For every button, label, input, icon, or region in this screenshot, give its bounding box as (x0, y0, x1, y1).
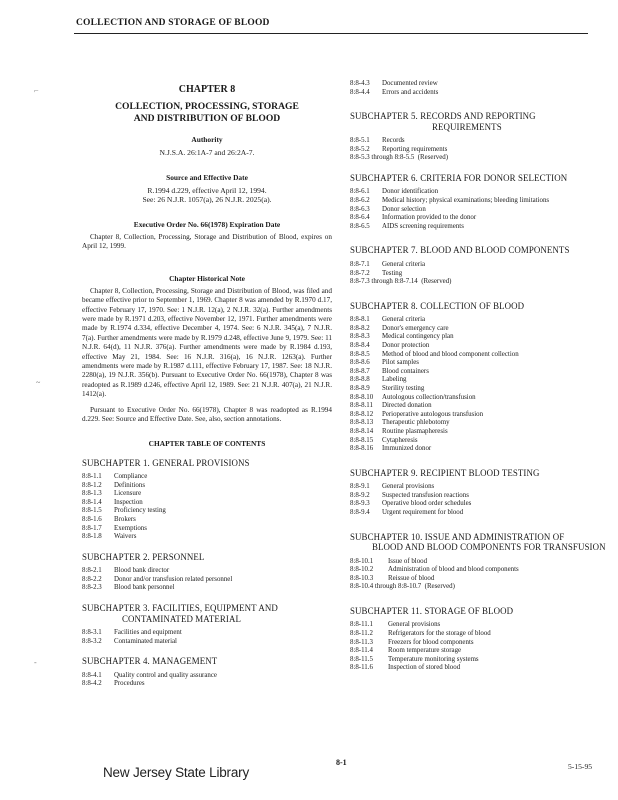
history-paragraph: Chapter 8, Collection, Processing, Storage and Distribution of Blood, was filed and became effective prior to September 1, 1969. Chapter 8 was amended by R.1970 d.17, effective February 17, 1970. See: 1 N.J.R. 12(a), 2 N.J.R. 32(a). Further amendments were made by R.1971 d.203, effective November 12, 1971. Further amendments were made by R.1974 d.334, effective December 4, 1974. See: 6 N.J.R. 345(a), 7 N.J.R. 7(a). Further amendments were made by R.1979 d.248, effective June 9, 1979. See: 11 N.J.R. 64(d), 11 N.J.R. 376(a). Further amendments were made by R.1984 d.193, effective May 21, 1984. See: 16 N.J.R. 316(a), 16 N.J.R. 1263(a). Further amendments were made by R.1987 d.111, effective February 17, 1987. See: 18 N.J.R. 2280(a), 19 N.J.R. 356(b). Pursuant to Executive Order No. 66(1978), Chapter 8 was readopted as R.1989 d.246, effective April 12, 1989. See: 21 N.J.R. 407(a), 21 N.J.R. 1412(a). (82, 286, 332, 399)
toc-item: 8:8-5.2 Reporting requirements (350, 145, 448, 153)
toc-item: 8:8-9.4 Urgent requirement for blood (350, 509, 464, 516)
toc-item: 8:8-4.1 Quality control and quality assurance (82, 671, 217, 679)
toc-item: 8:8-8.3 Medical contingency plan (350, 333, 454, 341)
chapter-number: CHAPTER 8 (178, 84, 236, 95)
toc-item: 8:8-8.10 Autologous collection/transfusion (350, 393, 476, 401)
toc-item: 8:8-8.12 Perioperative autologous transfusion (350, 410, 484, 418)
toc-item: 8:8-2.2 Donor and/or transfusion related personnel (82, 575, 233, 583)
toc-item: 8:8-10.3 Reissue of blood (350, 574, 435, 582)
source-heading: Source and Effective Date (166, 173, 248, 182)
source-line: R.1994 d.229, effective April 12, 1994. (147, 186, 267, 195)
toc-item: 8:8-10.4 through 8:8-10.7 (Reserved) (350, 583, 455, 591)
toc-item: 8:8-6.5 AIDS screening requirements (350, 222, 464, 230)
toc-item: 8:8-11.2 Refrigerators for the storage of blood (350, 630, 491, 638)
toc-item: 8:8-11.4 Room temperature storage (350, 647, 462, 655)
toc-item: 8:8-8.5 Method of blood and blood component collection (350, 350, 519, 358)
page-number: 8-1 (336, 758, 347, 767)
toc-item: 8:8-8.2 Donor's emergency care (350, 324, 449, 332)
subchapter-heading: SUBCHAPTER 10. ISSUE AND ADMINISTRATION OF BLOOD AND BLOOD COMPONENTS FOR TRANSFUSION (350, 531, 606, 553)
subchapter-heading: SUBCHAPTER 7. BLOOD AND BLOOD COMPONENTS (350, 245, 570, 256)
toc-item: 8:8-8.13 Therapeutic phlebotomy (350, 419, 450, 427)
toc-item: 8:8-11.6 Inspection of stored blood (350, 664, 461, 672)
toc-heading: CHAPTER TABLE OF CONTENTS (148, 438, 266, 448)
source-line: See: 26 N.J.R. 1057(a), 26 N.J.R. 2025(a). (142, 195, 272, 204)
subchapter-block (82, 603, 332, 646)
expiration-text: Chapter 8, Collection, Processing, Storage and Distribution of Blood, expires on April 12, 1999. (82, 233, 332, 251)
toc-item: 8:8-8.6 Pilot samples (350, 359, 419, 367)
toc-item: 8:8-1.7 Exemptions (82, 524, 147, 532)
toc-item: 8:8-1.2 Definitions (82, 481, 146, 489)
toc-item: 8:8-6.1 Donor identification (350, 188, 439, 196)
library-stamp: New Jersey State Library (103, 765, 250, 780)
toc-item: 8:8-8.4 Donor protection (350, 342, 430, 349)
toc-item: 8:8-1.3 Licensure (82, 490, 142, 498)
scan-mark: ~ (36, 378, 41, 387)
toc-item: 8:8-2.1 Blood bank director (82, 567, 170, 575)
toc-item: 8:8-7.1 General criteria (350, 260, 426, 268)
toc-item: 8:8-9.3 Operative blood order schedules (350, 500, 472, 508)
history-paragraph: Pursuant to Executive Order No. 66(1978), Chapter 8 was readopted as R.1994 d.229. See: Source and Effective Date. See, also, section annotations. (82, 405, 332, 424)
left-column (82, 78, 332, 689)
toc-item: 8:8-6.3 Donor selection (350, 205, 426, 213)
subchapter-block (82, 458, 332, 542)
toc-item: 8:8-9.2 Suspected transfusion reactions (350, 491, 469, 499)
subchapter-block (350, 173, 606, 231)
subchapter-heading: SUBCHAPTER 9. RECIPIENT BLOOD TESTING (350, 467, 540, 478)
toc-item: 8:8-7.3 through 8:8-7.14 (Reserved) (350, 278, 452, 286)
toc-item: 8:8-2.3 Blood bank personnel (82, 584, 175, 592)
subchapter-block (350, 111, 606, 163)
toc-item: 8:8-11.1 General provisions (350, 621, 441, 629)
revision-date: 5-15-95 (568, 762, 593, 771)
toc-item: 8:8-1.6 Brokers (82, 515, 136, 523)
toc-item: 8:8-8.8 Labeling (350, 376, 407, 384)
subchapter-block (350, 532, 606, 592)
subchapter-heading: SUBCHAPTER 3. FACILITIES, EQUIPMENT AND CONTAMINATED MATERIAL (82, 603, 278, 624)
toc-item: 8:8-9.1 General provisions (350, 483, 435, 491)
authority-text: N.J.S.A. 26:1A-7 and 26:2A-7. (159, 148, 255, 157)
toc-item: 8:8-8.14 Routine plasmapheresis (350, 427, 448, 435)
toc-item: 8:8-8.15 Cytapheresis (350, 436, 418, 444)
subchapter-block (350, 606, 606, 673)
subchapter-heading: SUBCHAPTER 1. GENERAL PROVISIONS (82, 457, 250, 468)
toc-item: 8:8-6.4 Information provided to the donor (350, 214, 477, 222)
subchapter-block (350, 301, 606, 454)
toc-item: 8:8-3.2 Contaminated material (82, 637, 177, 645)
toc-item: 8:8-8.7 Blood containers (350, 367, 429, 375)
toc-item: 8:8-4.4 Errors and accidents (350, 88, 439, 96)
toc-item: 8:8-8.16 Immunized donor (350, 445, 432, 453)
toc-item: 8:8-5.1 Records (350, 137, 405, 145)
subchapter-block (350, 468, 606, 518)
toc-item: 8:8-8.1 General criteria (350, 316, 426, 324)
toc-item: 8:8-1.4 Inspection (82, 498, 143, 506)
scan-mark: - (34, 658, 37, 667)
chapter-title (82, 101, 332, 125)
scan-mark: ⌐ (34, 86, 39, 95)
toc-item: 8:8-11.5 Temperature monitoring systems (350, 655, 479, 663)
expiration-heading: Executive Order No. 66(1978) Expiration Date (133, 220, 281, 229)
toc-item: 8:8-7.2 Testing (350, 269, 403, 277)
toc-item: 8:8-10.2 Administration of blood and blood components (350, 566, 519, 574)
subchapter-heading: SUBCHAPTER 8. COLLECTION OF BLOOD (350, 300, 525, 311)
history-heading: Chapter Historical Note (169, 273, 245, 283)
right-column (350, 80, 606, 673)
toc-item: 8:8-8.9 Sterility testing (350, 384, 425, 392)
toc-item: 8:8-6.2 Medical history; physical examinations; bleeding limitations (350, 197, 550, 205)
chapter-title-line: AND DISTRIBUTION OF BLOOD (133, 113, 281, 124)
toc-item: 8:8-5.3 through 8:8-5.5 (Reserved) (350, 154, 448, 162)
subchapter-block (82, 552, 332, 593)
toc-item: 8:8-10.1 Issue of blood (350, 557, 428, 565)
toc-item: 8:8-11.3 Freezers for blood components (350, 638, 474, 646)
toc-item: 8:8-1.8 Waivers (82, 533, 137, 541)
toc-item: 8:8-3.1 Facilities and equipment (82, 629, 182, 637)
continued-items (350, 80, 606, 97)
toc-item: 8:8-1.1 Compliance (82, 473, 148, 480)
toc-item: 8:8-4.3 Documented review (350, 80, 438, 87)
subchapter-block (350, 245, 606, 286)
subchapter-heading: SUBCHAPTER 11. STORAGE OF BLOOD (350, 605, 514, 616)
chapter-title-line: COLLECTION, PROCESSING, STORAGE (115, 101, 299, 112)
header-rule (74, 33, 588, 34)
subchapter-heading: SUBCHAPTER 5. RECORDS AND REPORTING REQUIREMENTS (350, 111, 536, 132)
toc-item: 8:8-8.11 Directed donation (350, 402, 432, 410)
subchapter-block (82, 656, 332, 689)
subchapter-heading: SUBCHAPTER 2. PERSONNEL (82, 551, 205, 562)
subchapter-heading: SUBCHAPTER 4. MANAGEMENT (82, 656, 218, 667)
toc-item: 8:8-4.2 Procedures (82, 680, 145, 688)
authority-heading: Authority (191, 135, 223, 144)
subchapter-heading: SUBCHAPTER 6. CRITERIA FOR DONOR SELECTION (350, 172, 568, 183)
toc-item: 8:8-1.5 Proficiency testing (82, 507, 166, 515)
running-head: COLLECTION AND STORAGE OF BLOOD (76, 18, 270, 28)
